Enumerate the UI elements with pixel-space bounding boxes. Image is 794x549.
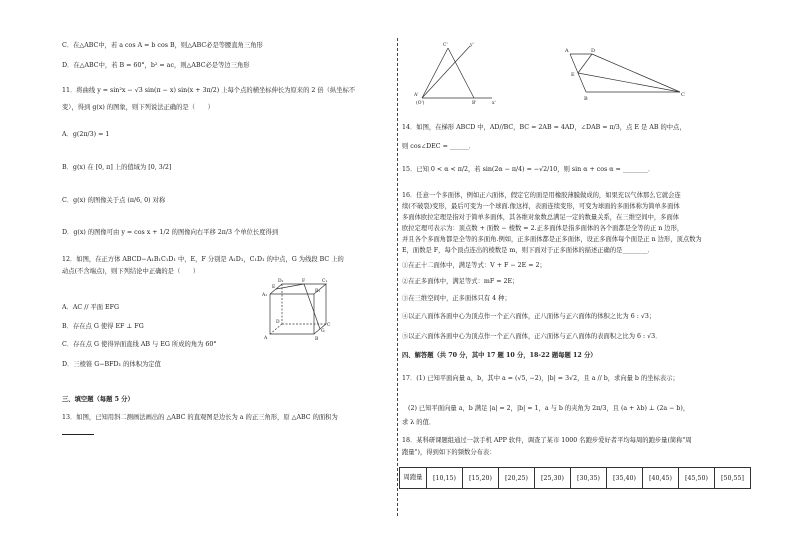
q12-stem-line2: 动点(不含端点)，则下列结论中正确的是（ ） [62, 268, 200, 275]
q10-option-d: D．在△ABC中，若 B = 60°，b² = ac，则△ABC必是等边三角形 [62, 62, 250, 69]
label-c-prime: C' [443, 43, 448, 48]
label-f: F [302, 279, 306, 284]
label-a-prime: A' [414, 93, 419, 98]
q16-line3: 多面体欧拉定理是指对于简单多面体，其各维对象数总满足一定的数量关系，在三维空间中，多面体 [402, 214, 680, 221]
q16-statement-4: ④以正八面体各面中心为顶点作一个正六面体，正八面体与正六面体的体积之比为 6 : √3； [402, 313, 656, 320]
table-header-cell: 周跑量 [400, 468, 427, 489]
label-a: A [565, 48, 569, 54]
q16-statement-1: ①在正十二面体中，满足等式：V + F − 2E = 2； [402, 262, 546, 269]
table-bin-cell: [10,15) [427, 468, 463, 489]
label-d: D [591, 48, 596, 54]
cube-figure [262, 276, 332, 342]
table-row [400, 468, 751, 489]
label-b: B [584, 96, 588, 102]
q13-answer-blank [62, 426, 94, 435]
q16-line2: 续(不破裂)变形，最后可变为一个球面.像这样，表面连续变形，可变为球面的多面体称为简单多面体 [402, 203, 680, 210]
label-o-prime: (O') [416, 101, 425, 106]
q12-stem-line1: 12．如图，在正方体 ABCD−A₁B₁C₁D₁ 中，E，F 分别是 A₁D₁，C₁D₁ 的中点，G 为线段 BC 上的 [62, 256, 344, 263]
label-b: B [315, 337, 319, 342]
label-e: E [571, 72, 575, 78]
q12-option-c: C．存在点 G 使得异面直线 AB 与 EG 所成的角为 60° [62, 341, 217, 348]
q12-option-b: B．存在点 G 使得 EF ⊥ FG [62, 323, 144, 330]
section4-title: 四、解答题（共 70 分，其中 17 题 10 分，18-22 题每题 12 分） [402, 352, 597, 359]
q10-option-c: C．在△ABC中，若 a cos A = b cos B，则△ABC必是等腰直角三角形 [62, 42, 263, 49]
q18-line2: 跑量")，得到如下的频数分布表： [402, 449, 496, 456]
q16-line4: 欧拉定理可表示为：顶点数 + 面数 − 棱数 = 2.正多面体是指多面体的各个面都是全等的正 n 边形， [402, 225, 684, 232]
q13-stem: 13．如图，已知用斜二测画法画出的 △ABC 的直观图是边长为 a 的正三角形，原 △ABC 的面积为 [62, 414, 338, 421]
table-bin-cell: [30,35) [571, 468, 607, 489]
q18-line1: 18．某科研课题组通过一款手机 APP 软件，调查了某市 1000 名跑步爱好者平均每周的跑步量(简称"周 [402, 437, 692, 444]
cube-hidden-left [270, 324, 282, 334]
q11-option-b: B．g(x) 在 [0, π] 上的值域为 [0, 3/2] [62, 164, 172, 171]
segment-ef [276, 284, 304, 289]
q11-option-c: C．g(x) 的图像关于点 (π/6, 0) 对称 [62, 197, 166, 204]
table-bin-cell: [20,25) [499, 468, 535, 489]
table-bin-cell: [40,45) [643, 468, 679, 489]
q11-option-a: A．g(2π/3) = 1 [62, 131, 110, 138]
label-c: C [681, 92, 685, 98]
q16-line6: E，面数是 F，每个顶点连出的棱数是 m，则下面对于正多面体的描述正确的是________． [402, 247, 654, 254]
column-divider [397, 38, 398, 516]
label-y-prime: y' [470, 43, 474, 48]
label-b-prime: B' [472, 101, 477, 106]
q16-line5: 并且各个多面角都是全等的多面角.例如，正多面体都是正多面体，设正多面体每个面是正 n 边形，顶点数为 [402, 236, 702, 243]
label-e: E [272, 285, 276, 290]
q17-part2: (2) 已知平面向量 a，b 满足 |a| = 2，|b| = 1，a 与 b 的夹角为 2π/3，且 (a + λb) ⊥ (2a − b)， [408, 405, 690, 412]
label-a1: A₁ [262, 293, 268, 298]
label-g: G [321, 329, 325, 334]
side-ac [422, 48, 448, 98]
frequency-table [399, 467, 751, 489]
q17-part2-cont: 求 λ 的值． [402, 419, 436, 426]
q12-option-a: A．AC // 平面 EFG [62, 304, 120, 311]
q16-statement-2: ②在正多面体中，满足等式：mF = 2E； [402, 278, 519, 285]
cube-front-face [270, 294, 314, 334]
table-bin-cell: [25,30) [535, 468, 571, 489]
q11-option-d: D．g(x) 的图像可由 y = cos x + 1/2 的图像向右平移 2π/3 个单位长度得到 [62, 229, 279, 236]
q11-stem-line1: 11．将曲线 y = sin²x − √3 sin(π − x) sin(x + 3π/2) 上每个点的横坐标伸长为原来的 2 倍（纵坐标不 [62, 87, 356, 94]
side-dc [592, 54, 680, 92]
q14-stem-line2: 则 cos∠DEC = ______． [402, 143, 476, 150]
label-a: A [264, 336, 268, 341]
segment-ed [578, 54, 592, 73]
q16-line1: 16．任意一个多面体，例如正六面体，假定它的面是用橡胶薄膜做成的，如果充以气体那么它就会连 [402, 192, 681, 199]
y-axis [422, 46, 470, 98]
label-b1: B₁ [315, 289, 321, 294]
table-bin-cell: [15,20) [463, 468, 499, 489]
table-bin-cell: [45,50) [679, 468, 715, 489]
table-bin-cell: [35,40) [607, 468, 643, 489]
label-c: C [327, 323, 331, 328]
q12-option-d: D．三棱锥 G−BFD₁ 的体积为定值 [62, 361, 161, 368]
fig14-trapezoid [560, 44, 690, 104]
label-d: D [276, 320, 280, 325]
label-d1: D₁ [278, 279, 284, 284]
label-x-prime: x' [492, 101, 496, 106]
q15-stem: 15．已知 0 < α < π/2，若 sin(2α − π/4) = −√2/10，则 sin α + cos α = ________． [402, 166, 655, 173]
q16-statement-5: ⑤以正六面体各面中心为顶点作一个正八面体，正六面体与正八面体的表面积之比为 6 : √3． [402, 333, 662, 340]
q17-part1: 17．(1) 已知平面向量 a，b，其中 a = (√5, −2)，|b| = 3√2，且 a // b，求向量 b 的坐标表示； [402, 375, 679, 382]
q14-stem: 14．如图，在梯形 ABCD 中，AD//BC，BC = 2AB = 4AD，∠DAB = π/3，点 E 是 AB 的中点， [402, 124, 686, 131]
fig13-oblique-triangle [410, 40, 500, 106]
section3-title: 三、填空题（每题 5 分） [62, 396, 134, 403]
table-bin-cell: [50,55] [715, 468, 751, 489]
q11-stem-line2: 变），得到 g(x) 的图象，则下列说法正确的是（ ） [62, 104, 214, 111]
label-c1: C₁ [322, 279, 328, 284]
q16-statement-3: ③在三维空间中，正多面体只有 4 种； [402, 295, 511, 302]
segment-ec [578, 73, 680, 92]
